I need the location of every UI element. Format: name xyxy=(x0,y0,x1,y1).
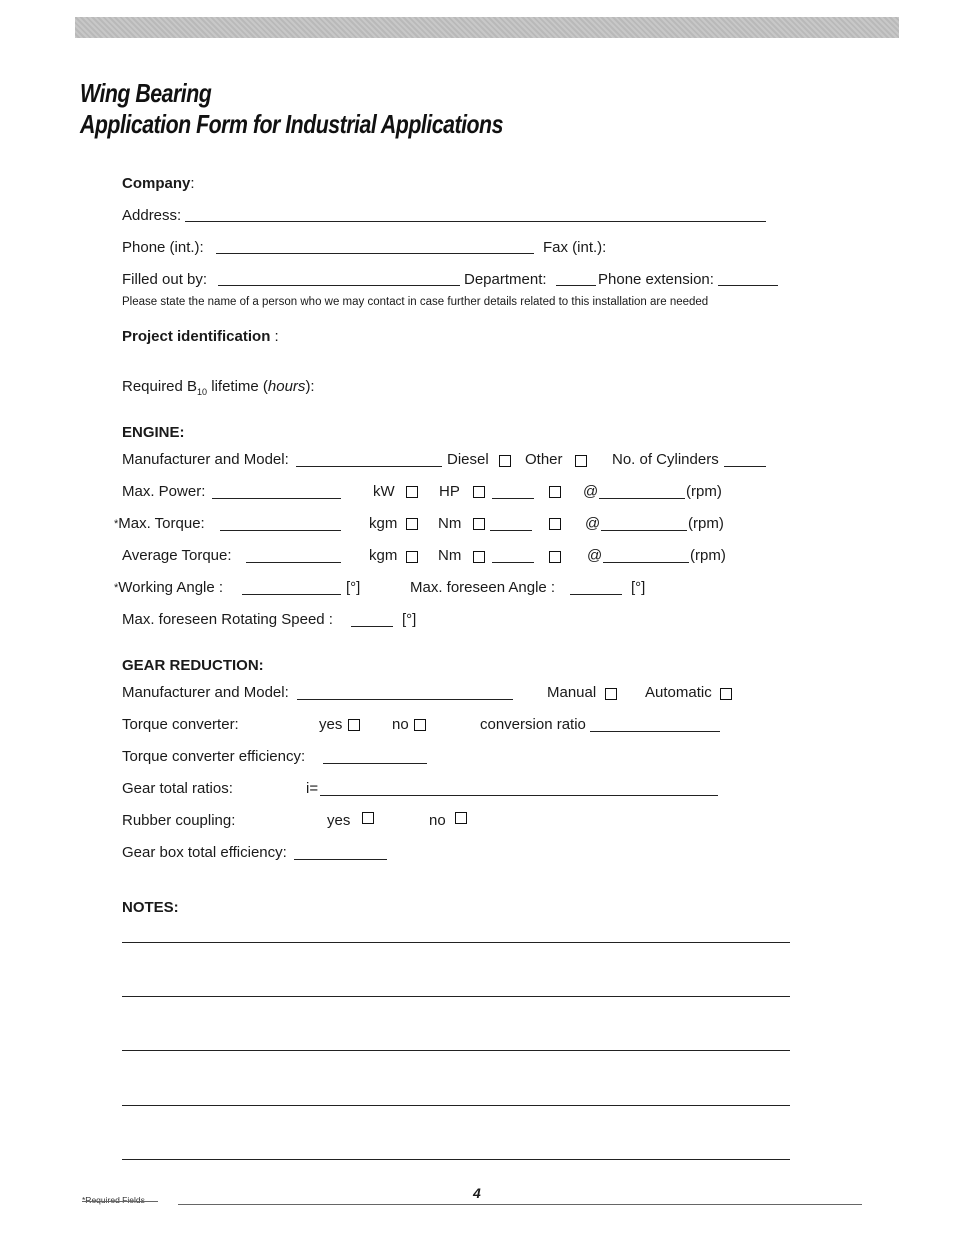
tc-yes-label: yes xyxy=(319,716,343,733)
company-label: Company xyxy=(122,175,191,192)
avg-other-checkbox[interactable] xyxy=(549,551,561,563)
notes-line-1[interactable] xyxy=(122,942,790,943)
power-at-label: @ xyxy=(583,483,599,500)
max-power-label: Max. Power: xyxy=(122,483,206,500)
notes-line-3[interactable] xyxy=(122,1050,790,1051)
avg-rpm-field[interactable] xyxy=(603,562,689,563)
kw-checkbox[interactable] xyxy=(406,486,418,498)
torque-converter-label: Torque converter: xyxy=(122,716,239,733)
max-torque-label xyxy=(114,515,205,533)
rc-yes-checkbox[interactable] xyxy=(362,812,374,824)
diesel-checkbox[interactable] xyxy=(499,455,511,467)
engine-manufacturer-label: Manufacturer and Model: xyxy=(122,451,289,468)
power-rpm-label: (rpm) xyxy=(686,483,722,500)
torque-at-label: @ xyxy=(585,515,601,532)
max-power-field[interactable] xyxy=(212,498,341,499)
max-foreseen-angle-unit: [°] xyxy=(631,579,646,596)
avg-other-unit-field[interactable] xyxy=(492,562,534,563)
footer-rule-left-short xyxy=(82,1201,158,1202)
rotating-speed-unit: [°] xyxy=(402,611,417,628)
torque-rpm-field[interactable] xyxy=(601,530,687,531)
doc-title-line2: Application Form for Industrial Applications xyxy=(80,109,503,139)
hp-checkbox[interactable] xyxy=(473,486,485,498)
lifetime-label xyxy=(122,378,315,401)
torque-rpm-label: (rpm) xyxy=(688,515,724,532)
torque-nm-checkbox[interactable] xyxy=(473,518,485,530)
conversion-ratio-field[interactable] xyxy=(590,731,720,732)
cylinders-label: No. of Cylinders xyxy=(612,451,719,468)
working-angle-label xyxy=(114,579,223,597)
rubber-coupling-label: Rubber coupling: xyxy=(122,812,236,829)
diesel-label: Diesel xyxy=(447,451,489,468)
phone-ext-field[interactable] xyxy=(718,285,778,286)
notes-line-2[interactable] xyxy=(122,996,790,997)
avg-at-label: @ xyxy=(587,547,603,564)
phone-label: Phone (int.): xyxy=(122,239,204,256)
required-fields-note: *Required Fields xyxy=(82,1195,145,1205)
project-label: Project identification xyxy=(122,328,271,345)
working-angle-unit: [°] xyxy=(346,579,361,596)
phone-ext-label: Phone extension: xyxy=(598,271,714,288)
hp-label: HP xyxy=(439,483,460,500)
avg-nm-label: Nm xyxy=(438,547,462,564)
cylinders-field[interactable] xyxy=(724,466,766,467)
address-label: Address: xyxy=(122,207,182,224)
gearbox-efficiency-label: Gear box total efficiency: xyxy=(122,844,287,861)
notes-heading: NOTES: xyxy=(122,899,179,916)
tc-efficiency-label: Torque converter efficiency: xyxy=(122,748,306,765)
lifetime-post: ): xyxy=(305,378,315,395)
torque-other-unit-field[interactable] xyxy=(490,530,532,531)
lifetime-sub: 10 xyxy=(197,387,208,397)
project-row xyxy=(122,328,279,346)
working-angle-field[interactable] xyxy=(242,594,341,595)
lifetime-pre: Required B xyxy=(122,378,198,395)
gear-manufacturer-label: Manufacturer and Model: xyxy=(122,684,289,701)
automatic-label: Automatic xyxy=(645,684,712,701)
rc-no-label: no xyxy=(429,812,446,829)
required-star: * xyxy=(114,582,119,594)
max-foreseen-angle-label: Max. foreseen Angle : xyxy=(410,579,556,596)
kw-label: kW xyxy=(373,483,395,500)
gear-ratios-label: Gear total ratios: xyxy=(122,780,233,797)
gearbox-efficiency-field[interactable] xyxy=(294,859,387,860)
required-star: * xyxy=(114,518,119,530)
power-other-checkbox[interactable] xyxy=(549,486,561,498)
avg-kgm-checkbox[interactable] xyxy=(406,551,418,563)
engine-heading: ENGINE: xyxy=(122,424,185,441)
tc-yes-checkbox[interactable] xyxy=(348,719,360,731)
contact-note: Please state the name of a person who we may contact in case further details related to this installation are needed xyxy=(122,296,709,308)
phone-field[interactable] xyxy=(216,253,534,254)
torque-kgm-label: kgm xyxy=(369,515,398,532)
notes-line-5[interactable] xyxy=(122,1159,790,1160)
power-other-unit-field[interactable] xyxy=(492,498,534,499)
max-foreseen-angle-field[interactable] xyxy=(570,594,622,595)
rc-yes-label: yes xyxy=(327,812,351,829)
rc-no-checkbox[interactable] xyxy=(455,812,467,824)
avg-torque-field[interactable] xyxy=(246,562,341,563)
page-number: 4 xyxy=(473,1185,481,1201)
i-equals-label: i= xyxy=(306,780,319,797)
avg-nm-checkbox[interactable] xyxy=(473,551,485,563)
rotating-speed-field[interactable] xyxy=(351,626,393,627)
automatic-checkbox[interactable] xyxy=(720,688,732,700)
power-rpm-field[interactable] xyxy=(599,498,685,499)
lifetime-mid: lifetime ( xyxy=(207,378,268,395)
torque-kgm-checkbox[interactable] xyxy=(406,518,418,530)
torque-nm-label: Nm xyxy=(438,515,462,532)
company-colon: : xyxy=(190,175,195,192)
other-label: Other xyxy=(525,451,563,468)
gear-ratios-field[interactable] xyxy=(320,795,718,796)
header-bar xyxy=(75,17,899,38)
department-field[interactable] xyxy=(556,285,596,286)
lifetime-unit: hours xyxy=(267,378,306,395)
engine-manufacturer-field[interactable] xyxy=(296,466,442,467)
other-checkbox[interactable] xyxy=(575,455,587,467)
working-angle-text: Working Angle : xyxy=(118,579,224,596)
gear-manufacturer-field[interactable] xyxy=(297,699,513,700)
avg-torque-label: Average Torque: xyxy=(122,547,232,564)
manual-label: Manual xyxy=(547,684,597,701)
doc-title-line1: Wing Bearing xyxy=(80,78,212,108)
torque-other-checkbox[interactable] xyxy=(549,518,561,530)
company-row xyxy=(122,175,195,193)
tc-efficiency-field[interactable] xyxy=(323,763,427,764)
footer-rule xyxy=(178,1204,862,1205)
department-label: Department: xyxy=(464,271,547,288)
avg-kgm-label: kgm xyxy=(369,547,398,564)
filled-by-label: Filled out by: xyxy=(122,271,208,288)
manual-checkbox[interactable] xyxy=(605,688,617,700)
avg-rpm-label: (rpm) xyxy=(690,547,726,564)
project-colon: : xyxy=(270,328,279,345)
rotating-speed-label: Max. foreseen Rotating Speed : xyxy=(122,611,333,628)
fax-label: Fax (int.): xyxy=(543,239,607,256)
notes-line-4[interactable] xyxy=(122,1105,790,1106)
tc-no-label: no xyxy=(392,716,409,733)
max-torque-text: Max. Torque: xyxy=(118,515,205,532)
address-field[interactable] xyxy=(185,221,766,222)
conversion-ratio-label: conversion ratio xyxy=(480,716,586,733)
filled-by-field[interactable] xyxy=(218,285,460,286)
max-torque-field[interactable] xyxy=(220,530,341,531)
tc-no-checkbox[interactable] xyxy=(414,719,426,731)
gear-heading: GEAR REDUCTION: xyxy=(122,657,264,674)
